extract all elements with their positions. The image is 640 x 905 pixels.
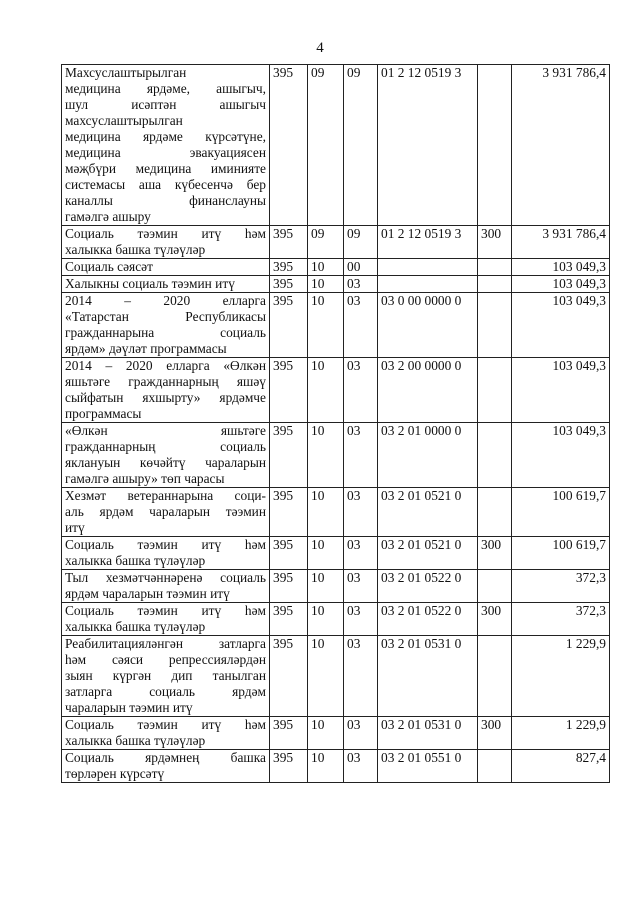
section-cell: 10 (308, 293, 344, 358)
row-name-line: Социаль тәэмин итү һәм (65, 226, 266, 241)
expense-cell: 300 (478, 717, 512, 750)
row-name-line: системасы аша күбесенчә бер (65, 177, 266, 192)
section-cell: 10 (308, 717, 344, 750)
budget-table (61, 64, 610, 783)
row-name-cell (62, 750, 270, 783)
subsection-cell: 00 (344, 259, 378, 276)
section-cell: 09 (308, 226, 344, 259)
expense-cell (478, 65, 512, 226)
section-cell: 10 (308, 570, 344, 603)
row-name-cell (62, 537, 270, 570)
amount-cell: 3 931 786,4 (512, 65, 610, 226)
row-name-line: медицина ярдәме күрсәтүне, (65, 129, 266, 144)
expense-cell (478, 293, 512, 358)
ministry-cell: 395 (270, 276, 308, 293)
section-cell: 10 (308, 358, 344, 423)
row-name-cell (62, 293, 270, 358)
subsection-cell: 03 (344, 750, 378, 783)
ministry-cell: 395 (270, 358, 308, 423)
row-name-line: медицина ярдәме, ашыгыч, (65, 81, 266, 96)
row-name-line: ярдәм чараларын тәэмин итү (65, 586, 230, 601)
row-name-line: халыкка башка түләүләр (65, 553, 206, 568)
table-row (62, 636, 610, 717)
target-cell: 03 0 00 0000 0 (378, 293, 478, 358)
row-name-line: медицина эвакуациясен (65, 145, 266, 160)
ministry-cell: 395 (270, 636, 308, 717)
subsection-cell: 03 (344, 276, 378, 293)
expense-cell: 300 (478, 603, 512, 636)
budget-table-body (62, 65, 610, 783)
ministry-cell: 395 (270, 423, 308, 488)
row-name-line: Махсуслаштырылган (65, 65, 187, 80)
target-cell: 03 2 00 0000 0 (378, 358, 478, 423)
row-name-line: чараларын тәэмин итү (65, 700, 193, 715)
row-name-cell (62, 358, 270, 423)
expense-cell (478, 259, 512, 276)
amount-cell: 103 049,3 (512, 259, 610, 276)
section-cell: 10 (308, 259, 344, 276)
row-name-line: төрләрен күрсәтү (65, 766, 165, 781)
amount-cell: 103 049,3 (512, 276, 610, 293)
target-cell: 03 2 01 0521 0 (378, 537, 478, 570)
section-cell: 10 (308, 603, 344, 636)
row-name-cell (62, 636, 270, 717)
section-cell: 09 (308, 65, 344, 226)
amount-cell: 103 049,3 (512, 358, 610, 423)
ministry-cell: 395 (270, 750, 308, 783)
ministry-cell: 395 (270, 488, 308, 537)
row-name-line: 2014 – 2020 елларга «Өлкән (65, 358, 266, 373)
row-name-line: программасы (65, 406, 142, 421)
amount-cell: 103 049,3 (512, 423, 610, 488)
row-name-line: Халыкны социаль тәэмин итү (65, 276, 235, 291)
row-name-line: Тыл хезмәтчәннәренә социаль (65, 570, 266, 585)
amount-cell: 1 229,9 (512, 717, 610, 750)
table-row (62, 570, 610, 603)
row-name-cell (62, 717, 270, 750)
target-cell: 03 2 01 0522 0 (378, 570, 478, 603)
expense-cell (478, 276, 512, 293)
table-row (62, 537, 610, 570)
table-row (62, 65, 610, 226)
expense-cell (478, 488, 512, 537)
subsection-cell: 03 (344, 423, 378, 488)
expense-cell: 300 (478, 537, 512, 570)
row-name-line: затларга социаль ярдәм (65, 684, 266, 699)
amount-cell: 100 619,7 (512, 488, 610, 537)
page-number: 4 (316, 40, 324, 56)
ministry-cell: 395 (270, 570, 308, 603)
table-row (62, 488, 610, 537)
section-cell: 10 (308, 750, 344, 783)
target-cell (378, 276, 478, 293)
row-name-line: мәҗбүри медицина иминияте (65, 161, 266, 176)
ministry-cell: 395 (270, 226, 308, 259)
row-name-line: Социаль тәэмин итү һәм (65, 603, 266, 618)
row-name-line: Хезмәт ветераннарына соци- (65, 488, 266, 503)
subsection-cell: 03 (344, 293, 378, 358)
table-row (62, 259, 610, 276)
target-cell: 01 2 12 0519 3 (378, 65, 478, 226)
section-cell: 10 (308, 488, 344, 537)
row-name-line: 2014 – 2020 елларга (65, 293, 266, 308)
table-row (62, 293, 610, 358)
table-row (62, 750, 610, 783)
amount-cell: 100 619,7 (512, 537, 610, 570)
section-cell: 10 (308, 537, 344, 570)
row-name-line: гражданнарның социаль (65, 439, 266, 454)
subsection-cell: 09 (344, 226, 378, 259)
row-name-cell (62, 276, 270, 293)
table-row (62, 276, 610, 293)
target-cell: 03 2 01 0531 0 (378, 636, 478, 717)
row-name-line: яшьтәге гражданнарның яшәү (65, 374, 266, 389)
expense-cell (478, 423, 512, 488)
expense-cell (478, 358, 512, 423)
subsection-cell: 03 (344, 603, 378, 636)
table-row (62, 717, 610, 750)
subsection-cell: 03 (344, 537, 378, 570)
section-cell: 10 (308, 636, 344, 717)
row-name-line: Социаль тәэмин итү һәм (65, 717, 266, 732)
ministry-cell: 395 (270, 603, 308, 636)
row-name-line: «Татарстан Республикасы (65, 309, 266, 324)
target-cell: 03 2 01 0522 0 (378, 603, 478, 636)
row-name-line: гражданнарына социаль (65, 325, 266, 340)
ministry-cell: 395 (270, 293, 308, 358)
ministry-cell: 395 (270, 65, 308, 226)
ministry-cell: 395 (270, 717, 308, 750)
row-name-cell (62, 65, 270, 226)
row-name-cell (62, 423, 270, 488)
row-name-cell (62, 259, 270, 276)
section-cell: 10 (308, 423, 344, 488)
row-name-line: Социаль сәясәт (65, 259, 153, 274)
row-name-line: итү (65, 520, 85, 535)
row-name-line: гамәлгә ашыру (65, 209, 151, 224)
table-row (62, 603, 610, 636)
subsection-cell: 03 (344, 717, 378, 750)
row-name-line: зыян күргән дип танылган (65, 668, 266, 683)
row-name-line: халыкка башка түләүләр (65, 619, 206, 634)
target-cell: 03 2 01 0521 0 (378, 488, 478, 537)
table-row (62, 423, 610, 488)
ministry-cell: 395 (270, 259, 308, 276)
target-cell (378, 259, 478, 276)
row-name-line: Социаль ярдәмнең башка (65, 750, 266, 765)
subsection-cell: 03 (344, 358, 378, 423)
target-cell: 03 2 01 0551 0 (378, 750, 478, 783)
row-name-line: Социаль тәэмин итү һәм (65, 537, 266, 552)
row-name-line: ярдәм» дәүләт программасы (65, 341, 227, 356)
table-row (62, 358, 610, 423)
subsection-cell: 03 (344, 488, 378, 537)
row-name-line: Реабилитацияләнгән затларга (65, 636, 266, 651)
row-name-line: халыкка башка түләүләр (65, 242, 206, 257)
row-name-line: каналлы финанслауны (65, 193, 266, 208)
section-cell: 10 (308, 276, 344, 293)
row-name-line: яклануын көчәйтү чараларын (65, 455, 266, 470)
row-name-line: сыйфатын яхшырту» ярдәмче (65, 390, 266, 405)
expense-cell (478, 636, 512, 717)
expense-cell: 300 (478, 226, 512, 259)
ministry-cell: 395 (270, 537, 308, 570)
row-name-line: һәм сәяси репрессияләрдән (65, 652, 266, 667)
row-name-line: махсуслаштырылган (65, 113, 183, 128)
expense-cell (478, 570, 512, 603)
row-name-line: аль ярдәм чараларын тәэмин (65, 504, 266, 519)
subsection-cell: 03 (344, 570, 378, 603)
subsection-cell: 09 (344, 65, 378, 226)
amount-cell: 1 229,9 (512, 636, 610, 717)
amount-cell: 3 931 786,4 (512, 226, 610, 259)
amount-cell: 372,3 (512, 603, 610, 636)
amount-cell: 103 049,3 (512, 293, 610, 358)
row-name-cell (62, 603, 270, 636)
subsection-cell: 03 (344, 636, 378, 717)
target-cell: 03 2 01 0000 0 (378, 423, 478, 488)
row-name-cell (62, 488, 270, 537)
row-name-cell (62, 570, 270, 603)
amount-cell: 372,3 (512, 570, 610, 603)
target-cell: 01 2 12 0519 3 (378, 226, 478, 259)
row-name-line: шул исәптән ашыгыч (65, 97, 266, 112)
row-name-cell (62, 226, 270, 259)
row-name-line: гамәлгә ашыру» төп чарасы (65, 471, 225, 486)
target-cell: 03 2 01 0531 0 (378, 717, 478, 750)
expense-cell (478, 750, 512, 783)
amount-cell: 827,4 (512, 750, 610, 783)
row-name-line: халыкка башка түләүләр (65, 733, 206, 748)
table-row (62, 226, 610, 259)
row-name-line: «Өлкән яшьтәге (65, 423, 266, 438)
